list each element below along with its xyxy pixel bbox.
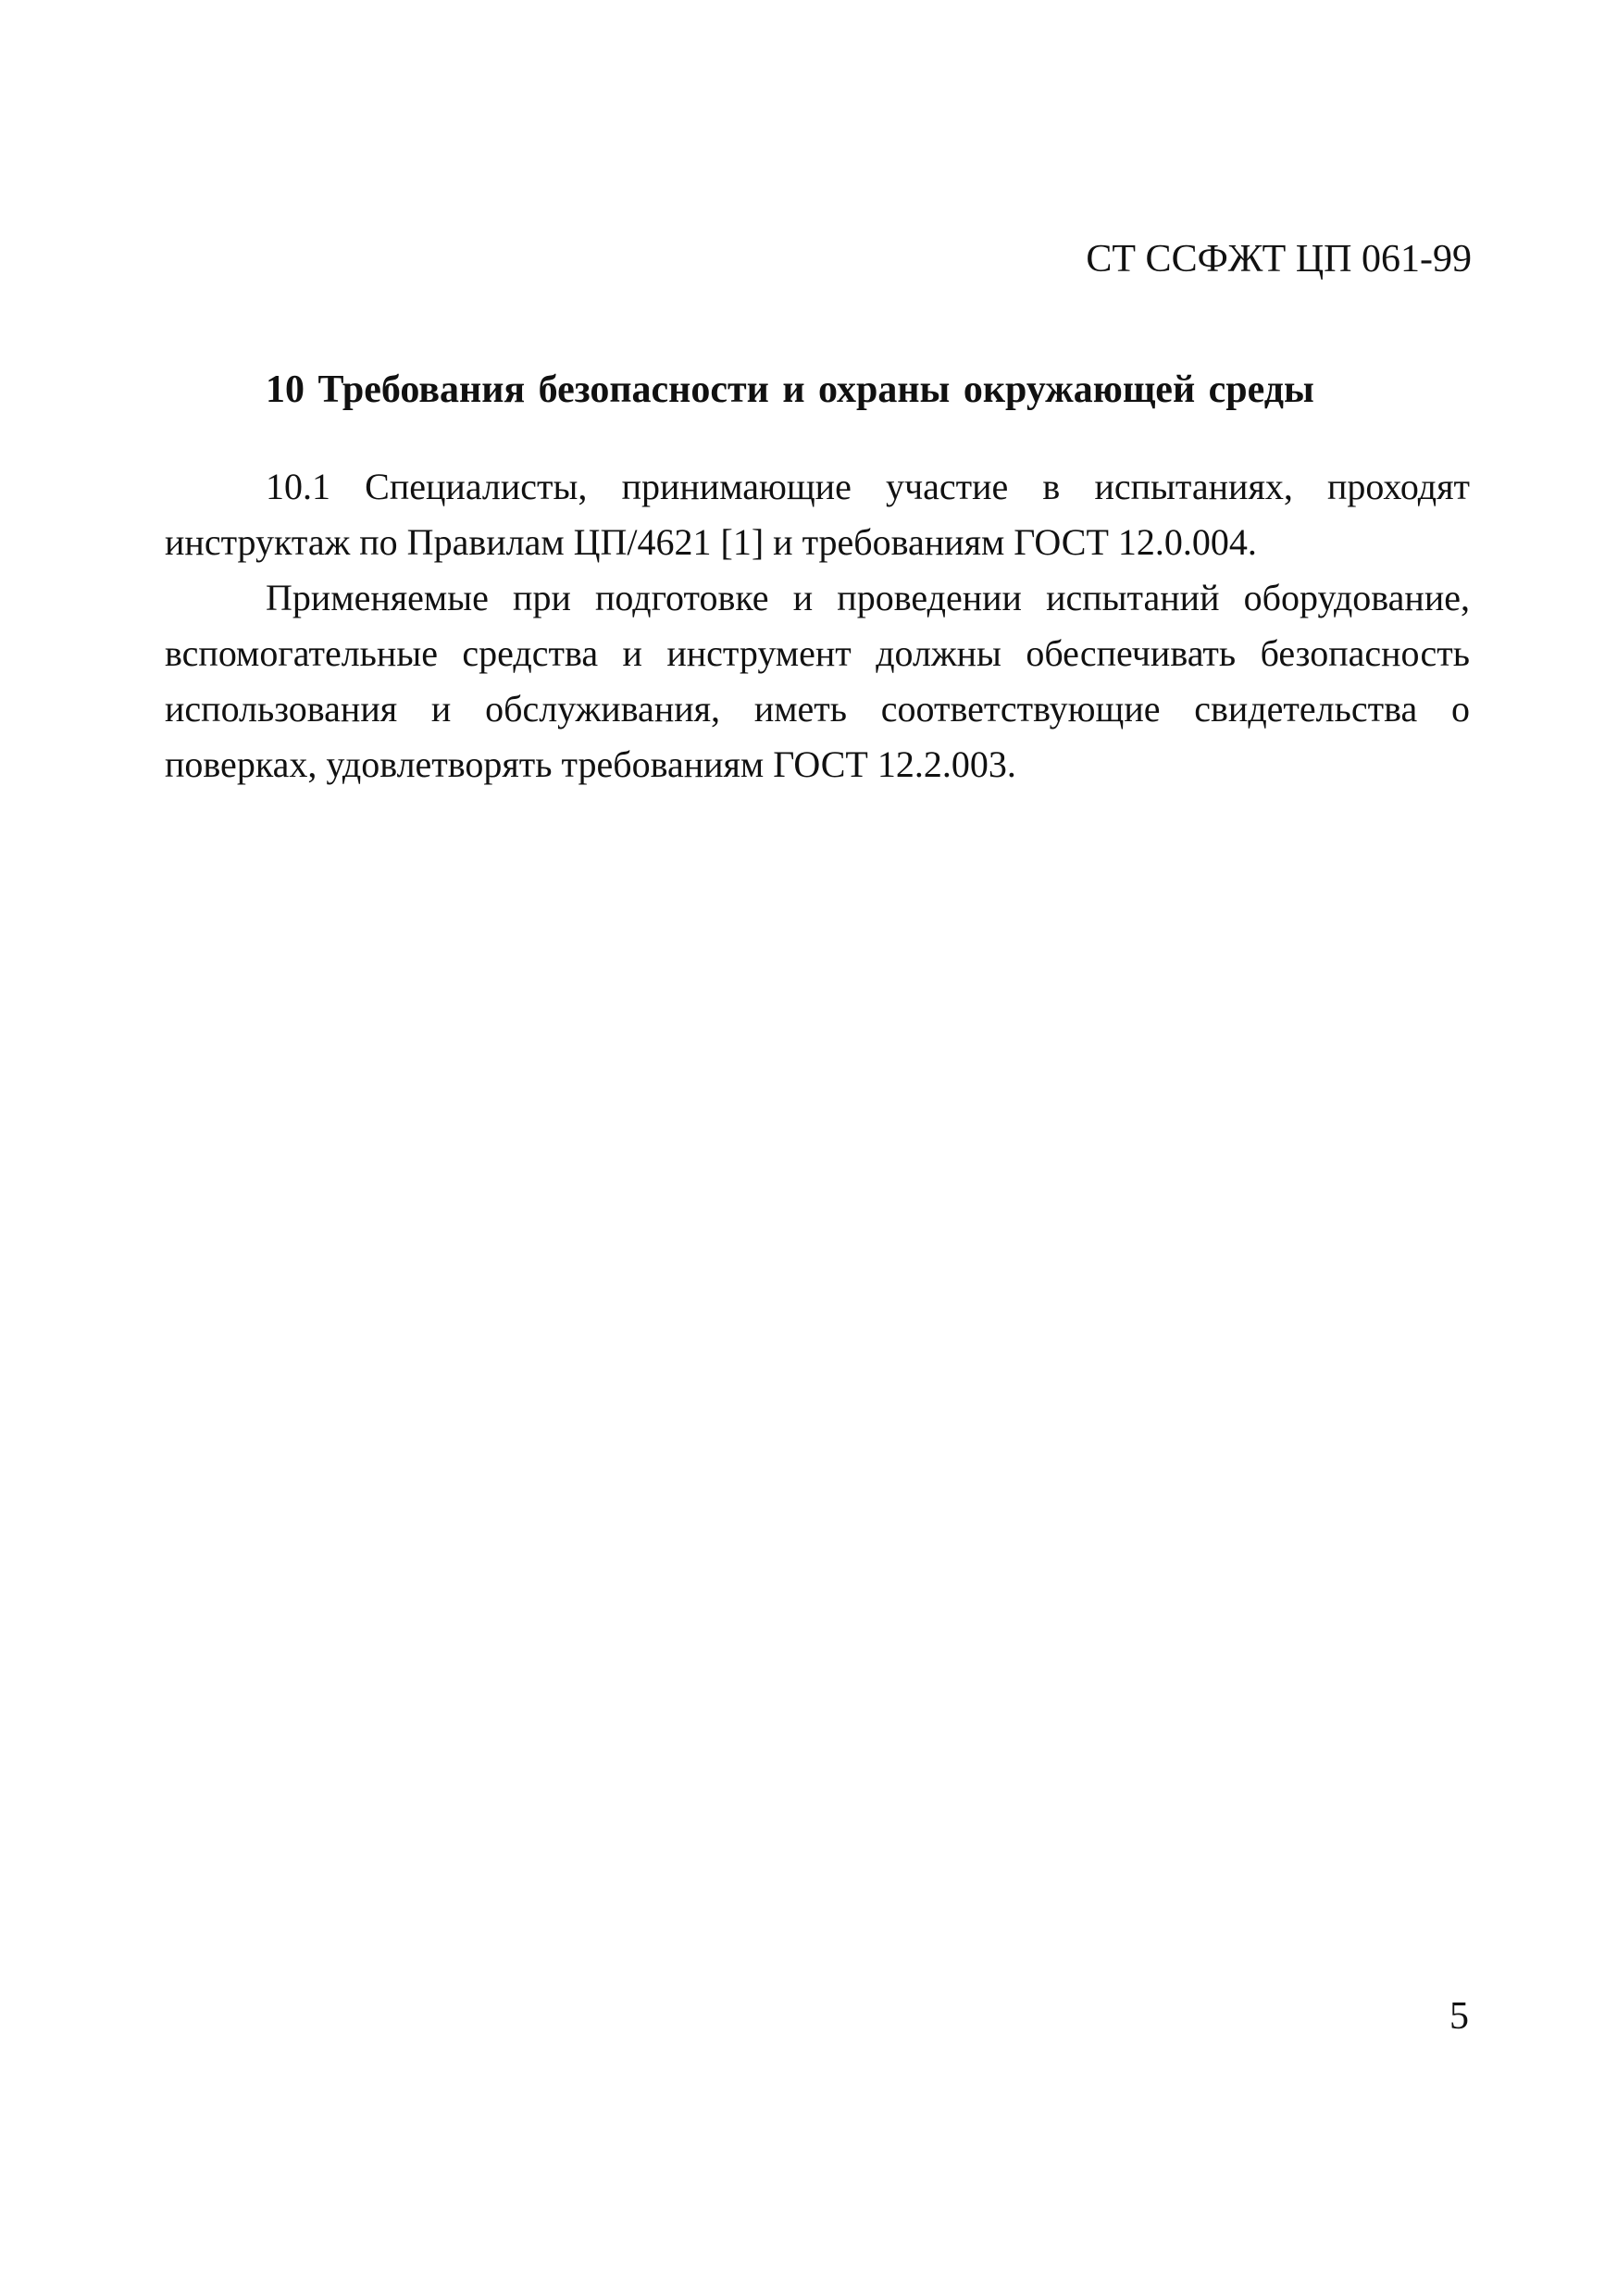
section-heading: 10 Требования безопасности и охраны окружающей среды: [266, 368, 1314, 411]
paragraph-10-1: 10.1 Специалисты, принимающие участие в испытаниях, проходят инструктаж по Правилам ЦП/4621 [1] и требованиям ГОСТ 12.0.004.: [165, 466, 1470, 563]
page-number: 5: [1449, 1995, 1469, 2038]
section-body: [165, 459, 1470, 792]
paragraph-equipment-requirements: Применяемые при подготовке и проведении испытаний оборудование, вспомогательные средства и инструмент должны обеспечивать безопасность использования и обслуживания, иметь соответствующие свидетельства о поверках, удовлетворять требованиям ГОСТ 12.2.003.: [165, 577, 1470, 785]
document-code: СТ ССФЖТ ЦП 061-99: [1086, 238, 1472, 281]
